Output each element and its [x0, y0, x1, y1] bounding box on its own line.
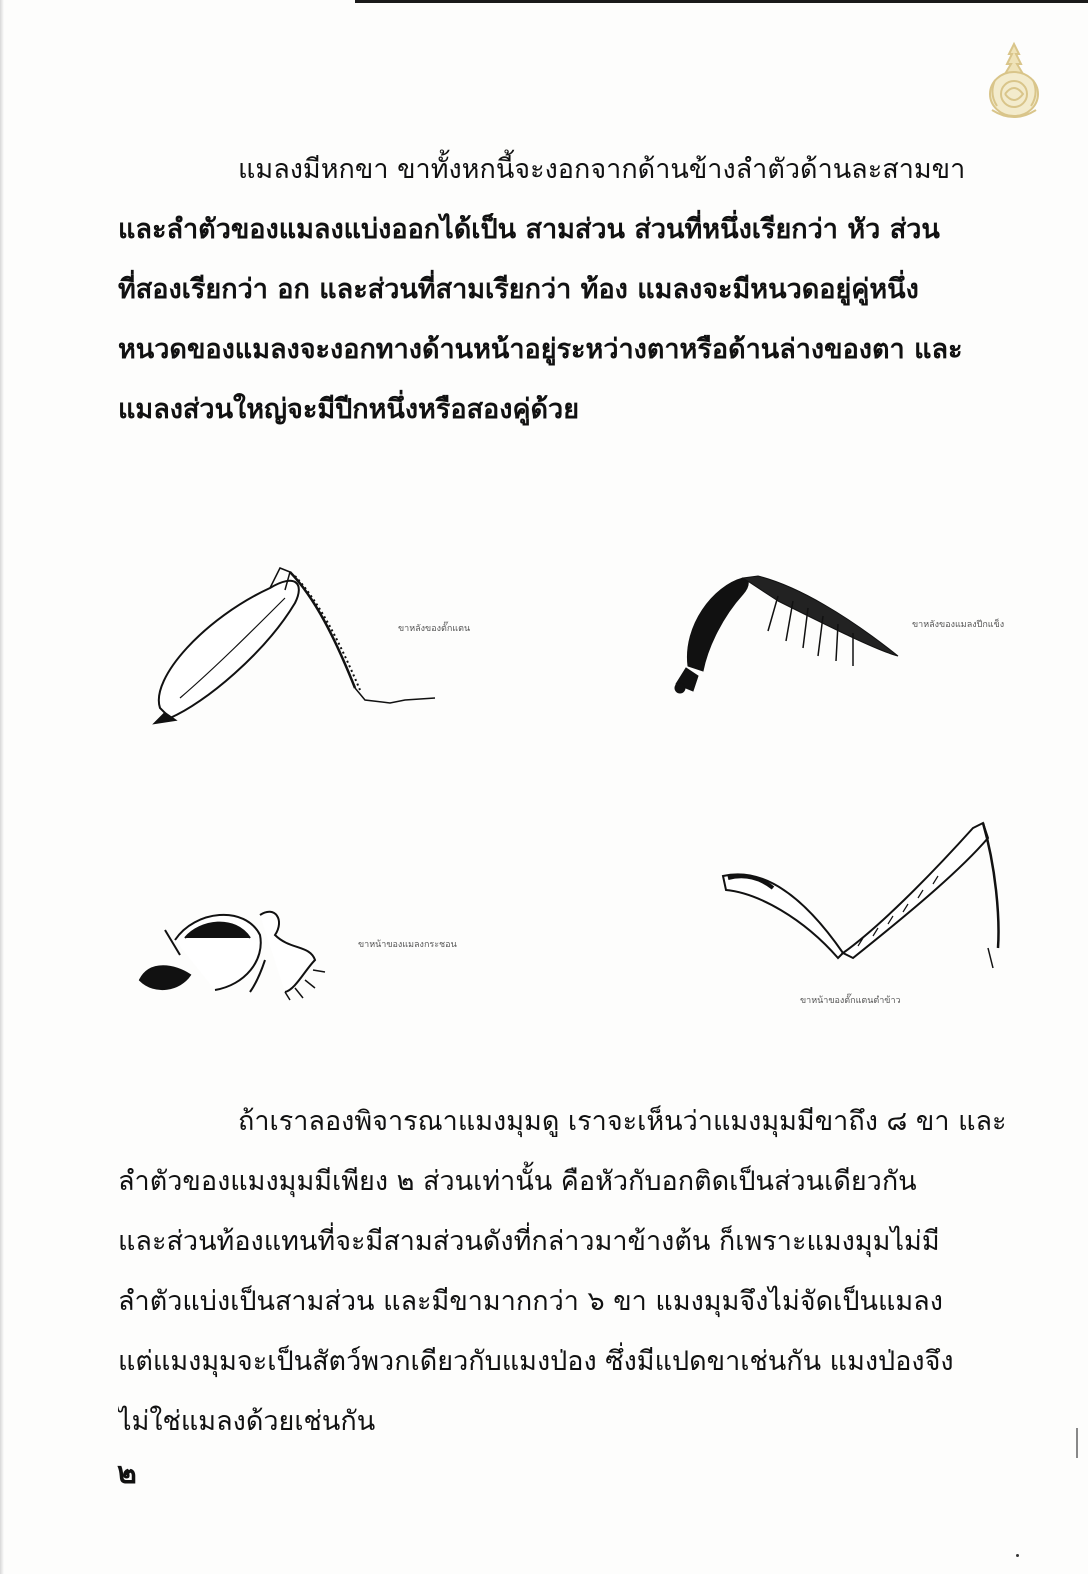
page-number: ๒ [117, 1456, 137, 1491]
paragraph-line: แมลงมีหกขา ขาทั้งหกนี้จะงอกจากด้านข้างลำตัวด้านละสามขา [238, 154, 966, 185]
figure-caption: ขาหน้าของแมลงกระชอน [358, 940, 457, 950]
paragraph-line: ลำตัวของแมงมุมมีเพียง ๒ ส่วนเท่านั้น คือหัวกับอกติดเป็นส่วนเดียวกัน [118, 1166, 917, 1197]
paragraph-line: หนวดของแมลงจะงอกทางด้านหน้าอยู่ระหว่างตาหรือด้านล่างของตา และ [118, 334, 963, 365]
paragraph-insect-body [118, 140, 1030, 440]
grasshopper-hind-leg-drawing [145, 558, 455, 728]
scan-speck [1076, 1428, 1078, 1458]
school-seal-emblem [983, 40, 1045, 122]
paragraph-line: และส่วนท้องแทนที่จะมีสามส่วนดังที่กล่าวมาข้างต้น ก็เพราะแมงมุมไม่มี [118, 1226, 940, 1257]
paragraph-line: แมลงส่วนใหญ่จะมีปีกหนึ่งหรือสองคู่ด้วย [118, 394, 580, 425]
paragraph-line: ที่สองเรียกว่า อก และส่วนที่สามเรียกว่า ท้อง แมลงจะมีหนวดอยู่คู่หนึ่ง [118, 274, 919, 305]
mantis-front-leg-drawing [718, 818, 1008, 973]
beetle-hind-leg-drawing [658, 556, 908, 706]
top-rule [355, 0, 1088, 3]
paragraph-line: และลำตัวของแมลงแบ่งออกได้เป็น สามส่วน ส่วนที่หนึ่งเรียกว่า หัว ส่วน [118, 214, 940, 245]
mole-cricket-front-leg-drawing [135, 900, 350, 1010]
figure-caption: ขาหลังของตั๊กแตน [398, 624, 471, 634]
paragraph-line: ถ้าเราลองพิจารณาแมงมุมดู เราจะเห็นว่าแมงมุมมีขาถึง ๘ ขา และ [238, 1106, 1007, 1137]
scan-speck [1016, 1554, 1019, 1557]
paragraph-line: แต่แมงมุมจะเป็นสัตว์พวกเดียวกับแมงป่อง ซึ่งมีแปดขาเช่นกัน แมงป่องจึง [118, 1346, 954, 1377]
figure-caption: ขาหลังของแมลงปีกแข็ง [912, 620, 1005, 630]
paragraph-line: ไม่ใช่แมลงด้วยเช่นกัน [118, 1406, 376, 1437]
paragraph-line: ลำตัวแบ่งเป็นสามส่วน และมีขามากกว่า ๖ ขา แมงมุมจึงไม่จัดเป็นแมลง [118, 1286, 943, 1317]
figure-caption: ขาหน้าของตั๊กแตนตำข้าว [800, 996, 901, 1006]
scan-edge [0, 0, 4, 1574]
paragraph-spider-comparison [118, 1092, 1030, 1452]
